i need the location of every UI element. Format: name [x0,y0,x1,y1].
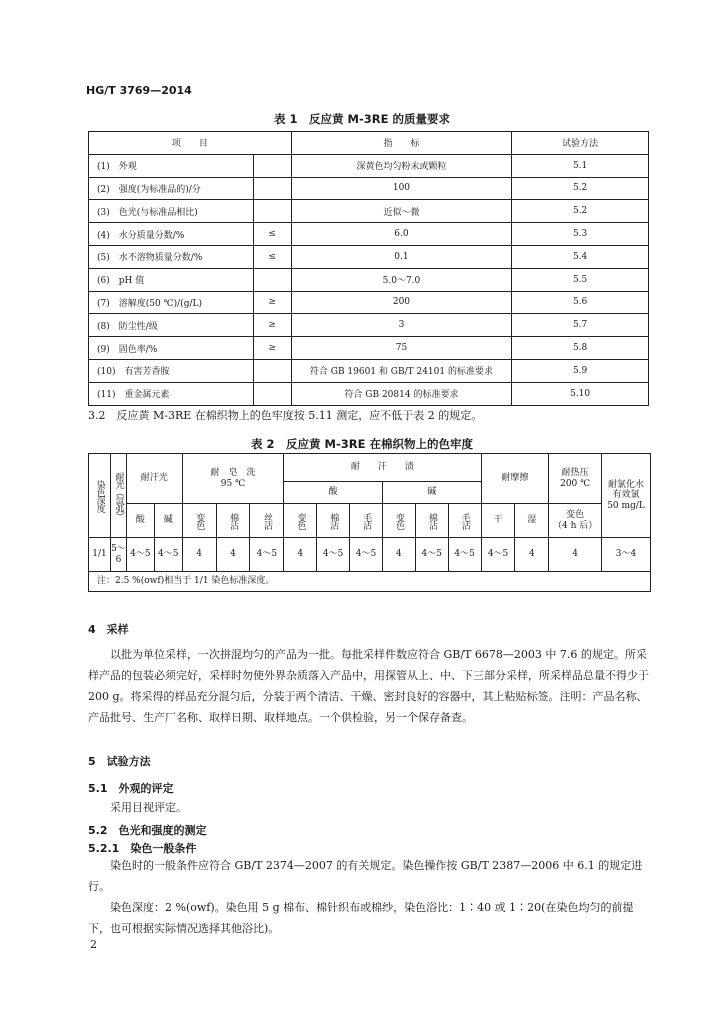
row-method: 5.4 [512,245,649,268]
fastness-cell: 4～5 [481,538,515,572]
row-symbol [253,268,291,291]
row-symbol [253,154,291,177]
table-row [89,538,651,572]
table-row [89,314,649,337]
row-item: (9) 固色率/% [89,337,254,360]
chlorine-label: 耐氯化水 [608,479,645,490]
table-row [89,382,649,405]
header-perspiration: 耐 汗 渍 [284,454,481,482]
chlorine-label-2: 有效氯 [612,490,640,501]
row-item: (3) 色光(与标准品相比) [89,200,254,223]
row-method: 5.7 [512,314,649,337]
table-row [89,245,649,268]
section-5-2-1-body-2: 染色深度：2 %(owf)。染色用 5 g 棉布、棉针织布或棉纱，染色浴比：1∶40 或 1∶20(在染色均匀的前提下，也可根据实际情况选择其他浴比)。 [88,901,634,935]
row-value: 0.1 [291,245,512,268]
hot-press-temp: 200 ℃ [560,478,591,489]
section-5-2-1-title: 5.2.1 染色一般条件 [88,842,197,855]
header-method: 试验方法 [512,132,649,155]
row-method: 5.10 [512,382,649,405]
soap-label: 耐 皂 洗 [210,468,256,479]
section-5-1-body: 采用目视评定。 [110,801,187,814]
row-value: 符合 GB 19601 和 GB/T 24101 的标准要求 [291,359,512,382]
fastness-cell: 3～4 [602,538,651,572]
section-5-1-title: 5.1 外观的评定 [88,782,174,795]
table-row [89,337,649,360]
quality-requirements-table [88,131,649,406]
sub-hot-press [549,504,602,538]
row-item: (10) 有害芳香胺 [89,359,254,382]
sub-acid-cotton: 棉沾 [328,512,339,529]
section-5-title: 5 试验方法 [88,755,151,768]
table-row [89,291,649,314]
row-symbol: ≥ [253,291,291,314]
sub-soap-cotton: 棉沾 [228,512,239,529]
fastness-cell: 4 [382,538,415,572]
row-value: 近似～微 [291,200,512,223]
row-value: 5.0～7.0 [291,268,512,291]
fastness-cell: 4～5 [350,538,383,572]
table2-note: 注：2.5 %(owf)相当于 1/1 染色标准深度。 [89,572,651,592]
row-value: 符合 GB 20814 的标准要求 [291,382,512,405]
sub-acid-wool: 毛沾 [361,512,372,529]
sub-soap-change: 变色 [194,512,205,529]
section-5-2-title: 5.2 色光和强度的测定 [88,824,207,837]
row-symbol [253,200,291,223]
row-method: 5.9 [512,359,649,382]
row-value: 6.0 [291,223,512,246]
row-method: 5.5 [512,268,649,291]
table-row [89,177,649,200]
row-symbol: ≤ [253,223,291,246]
row-method: 5.2 [512,177,649,200]
fastness-cell: 4～5 [448,538,481,572]
hot-press-change: 变色 [566,510,585,521]
table-row [89,223,649,246]
row-symbol [253,359,291,382]
table-row [89,359,649,382]
row-value: 100 [291,177,512,200]
fastness-cell: 4～5 [126,538,154,572]
header-soap [182,454,284,504]
chlorine-label-3: 50 mg/L [607,500,645,511]
fastness-cell: 4～5 [154,538,182,572]
sub-rub-wet: 湿 [515,504,549,538]
row-value: 深黄色均匀粉末或颗粒 [291,154,512,177]
row-item: (8) 防尘性/级 [89,314,254,337]
row-method: 5.8 [512,337,649,360]
fastness-cell: 4～5 [317,538,350,572]
row-symbol [253,177,291,200]
row-item: (6) pH 值 [89,268,254,291]
section-5-2-1-body-1: 染色时的一般条件应符合 GB/T 2374—2007 的有关规定。染色操作按 GB/T 2387—2006 中 6.1 的规定进行。 [88,859,643,893]
fastness-cell: 4～5 [415,538,448,572]
header-chlorine [602,454,651,538]
sub-acid-change: 变色 [295,512,306,529]
fastness-cell: 4 [284,538,317,572]
header-acid: 酸 [284,482,383,504]
row-symbol [253,382,291,405]
sub-sl-alkali: 碱 [154,504,182,538]
sub-alk-cotton: 棉沾 [426,512,437,529]
fastness-cell: 4 [515,538,549,572]
page-number: 2 [90,938,97,951]
fastness-cell: 4～5 [250,538,284,572]
row-item: (2) 强度(为标准品的)/分 [89,177,254,200]
color-fastness-table [88,453,651,592]
row-value: 3 [291,314,512,337]
row-item: (11) 重金属元素 [89,382,254,405]
sub-sl-acid: 酸 [126,504,154,538]
row-item: (7) 溶解度(50 ℃)/(g/L) [89,291,254,314]
sub-alk-wool: 毛沾 [459,512,470,529]
clause-3-2: 3.2 反应黄 M-3RE 在棉织物上的色牢度按 5.11 测定，应不低于表 2 的规定。 [88,409,483,422]
fastness-cell: 4 [549,538,602,572]
section-4-title: 4 采样 [88,623,129,636]
row-item: (5) 水不溶物质量分数/% [89,245,254,268]
sub-rub-dry: 干 [481,504,515,538]
hot-press-time: （4 h 后） [553,520,598,531]
row-method: 5.3 [512,223,649,246]
row-item: (1) 外观 [89,154,254,177]
row-method: 5.6 [512,291,649,314]
header-hot-press [549,454,602,504]
table1-caption: 表 1 反应黄 M-3RE 的质量要求 [274,112,450,126]
row-method: 5.2 [512,200,649,223]
fastness-cell: 5～6 [110,538,126,572]
table-row [89,154,649,177]
table-header-row [89,132,649,155]
header-light: 耐光（氙弧） [113,471,124,520]
header-item: 项 目 [89,132,292,155]
standard-number: HG/T 3769—2014 [86,84,192,97]
header-sweat-light: 耐汗光 [126,454,182,504]
header-indicator: 指 标 [291,132,512,155]
hot-press-label: 耐热压 [561,468,589,479]
fastness-cell: 4 [216,538,250,572]
row-value: 200 [291,291,512,314]
section-4-body: 以批为单位采样，一次拼混均匀的产品为一批。每批采样件数应符合 GB/T 6678—2003 中 7.6 的规定。所采样产品的包装必须完好，采样时勿使外界杂质落入产品中，用探管从上、中、下三部分采样，所采样品总量不得少于 200 g。将采得的样品充分混匀后，分装于两个清洁、干燥、密封良好的容器中，其上粘贴标签。注明：产品名称、产品批号、生产厂名称、取样日期、取样地点。一个供检验，另一个保存备查。 [88,648,649,724]
sub-alk-change: 变色 [394,512,405,529]
row-value: 75 [291,337,512,360]
fastness-cell: 4 [182,538,216,572]
row-symbol: ≥ [253,337,291,360]
row-item: (4) 水分质量分数/% [89,223,254,246]
table2-caption: 表 2 反应黄 M-3RE 在棉织物上的色牢度 [251,437,473,451]
table-row [89,268,649,291]
sub-soap-silk: 丝沾 [262,512,273,529]
header-alkali: 碱 [382,482,481,504]
row-method: 5.1 [512,154,649,177]
row-symbol: ≥ [253,314,291,337]
table-row [89,200,649,223]
soap-temp: 95 ℃ [220,478,246,489]
header-depth: 染色深度 [94,479,105,512]
row-symbol: ≤ [253,245,291,268]
fastness-cell: 1/1 [89,538,111,572]
header-rub: 耐摩擦 [481,454,549,504]
